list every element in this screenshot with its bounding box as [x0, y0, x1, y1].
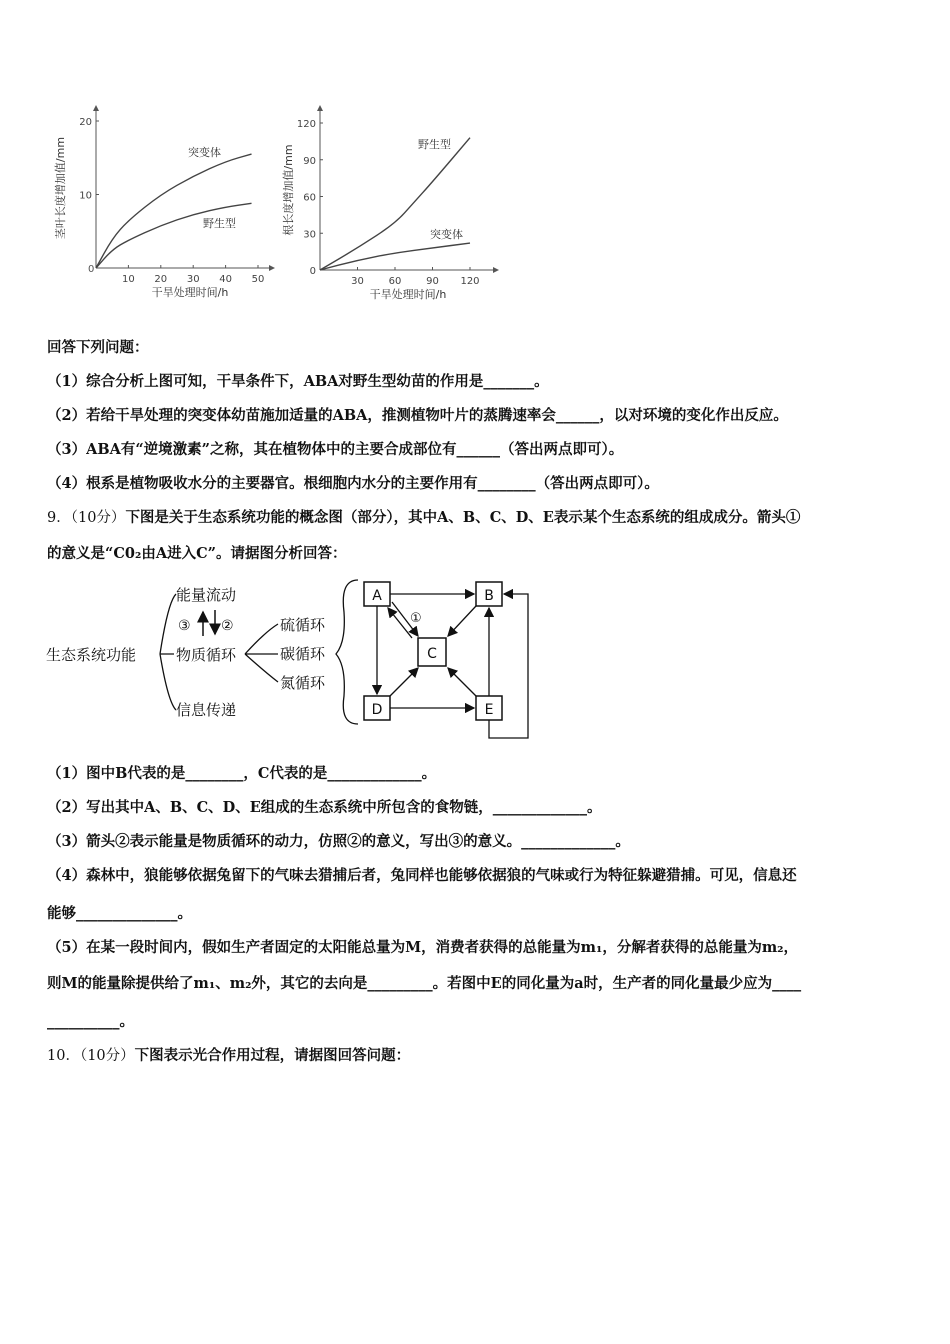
root-label: 生态系统功能 — [46, 646, 137, 664]
question-9-stem-a: 下图是关于生态系统功能的概念图（部分），其中A、B、C、D、E表示某个生态系统的组成成分。箭头① — [125, 509, 801, 526]
question-8-4: （4）根系是植物吸收水分的主要器官。根细胞内水分的主要作用有________（答出两点即可）。 — [47, 475, 659, 492]
branch-matter: 物质循环 — [176, 646, 237, 664]
question-9-stem-b: 的意义是“C0₂由A进入C”。请据图分析回答： — [47, 545, 347, 562]
arrow-b-c — [448, 606, 476, 636]
x-tick-label: 10 — [122, 274, 135, 285]
chart-stem-leaf — [40, 100, 280, 305]
arrow-3-label: ③ — [178, 618, 191, 634]
chart2-ylabel: 根长度增加值/mm — [282, 144, 295, 236]
question-10-text: 下图表示光合作用过程，请据图回答问题： — [134, 1047, 411, 1064]
y-tick-label: 30 — [303, 229, 316, 241]
arrow-d-c — [390, 668, 418, 696]
cycle-brace — [245, 624, 278, 682]
x-tick-label: 30 — [351, 276, 364, 287]
y-tick-label: 120 — [296, 119, 316, 130]
legend-mutant: 突变体 — [188, 146, 221, 159]
question-9-2: （2）写出其中A、B、C、D、E组成的生态系统中所包含的食物链，_____________。 — [47, 799, 602, 816]
cycle-n: 氮循环 — [280, 674, 326, 692]
arrow-1-label: ① — [410, 611, 422, 626]
concept-map — [40, 572, 540, 748]
question-9-4a: （4）森林中，狼能够依据兔留下的气味去猎捕后者，兔同样也能够依据狼的气味或行为特征躲避猎捕。可见，信息还 — [47, 867, 797, 884]
question-8-1: （1）综合分析上图可知，干旱条件下，ABA对野生型幼苗的作用是_______。 — [47, 373, 549, 390]
question-9-5c: __________。 — [47, 1013, 134, 1030]
tree-brace — [160, 594, 176, 710]
series-line-wildtype — [320, 138, 470, 270]
node-b: B — [484, 588, 494, 604]
node-c: C — [427, 646, 437, 662]
legend-wildtype: 野生型 — [418, 138, 451, 151]
chart-root — [278, 100, 503, 305]
y-tick-label: 90 — [303, 155, 316, 167]
cycle-s: 硫循环 — [280, 616, 326, 634]
branch-energy: 能量流动 — [176, 586, 237, 604]
x-tick-label: 40 — [219, 274, 232, 285]
y-tick-label: 60 — [303, 192, 316, 204]
legend-mutant: 突变体 — [430, 228, 463, 241]
series-line-wildtype — [96, 203, 252, 268]
chart2-xlabel: 干旱处理时间/h — [369, 288, 447, 301]
x-tick-label: 60 — [388, 276, 402, 287]
question-8-2: （2）若给干旱处理的突变体幼苗施加适量的ABA，推测植物叶片的蒸腾速率会______，以对环境的变化作出反应。 — [47, 407, 788, 424]
chart1-ylabel: 茎叶长度增加值/mm — [54, 136, 67, 240]
question-9-4b: 能够______________。 — [47, 905, 192, 922]
arrow-2-label: ② — [221, 618, 234, 634]
y-tick-label: 10 — [79, 190, 92, 202]
question-9-5b: 则M的能量除提供给了m₁、m₂外，其它的去向是_________。若图中E的同化量为a时，生产者的同化量最少应为____ — [47, 975, 802, 992]
series-line-mutant — [96, 154, 252, 268]
question-9-3: （3）箭头②表示能量是物质循环的动力，仿照②的意义，写出③的意义。_____________。 — [47, 833, 630, 850]
node-e: E — [484, 702, 494, 718]
question-9-stem — [47, 506, 800, 527]
y-tick-label: 20 — [79, 117, 92, 128]
question-9-number: 9．（10分） — [47, 510, 126, 526]
x-tick-label: 20 — [154, 274, 168, 285]
chart1-origin: 0 — [88, 264, 95, 275]
arrow-e-c — [448, 668, 476, 696]
x-tick-label: 50 — [251, 274, 265, 285]
y-tick-label: 0 — [309, 266, 316, 277]
question-8-3: （3）ABA有“逆境激素”之称，其在植物体中的主要合成部位有______（答出两点即可）。 — [47, 441, 624, 458]
question-10-number: 10．（10分） — [47, 1048, 135, 1064]
legend-wildtype: 野生型 — [203, 217, 236, 230]
node-d: D — [371, 702, 383, 718]
x-tick-label: 30 — [186, 274, 200, 285]
chart1-xlabel: 干旱处理时间/h — [151, 286, 229, 299]
question-9-1: （1）图中B代表的是________，C代表的是_____________。 — [47, 765, 437, 782]
question-10-stem — [47, 1044, 410, 1065]
big-brace — [336, 580, 358, 724]
question-intro: 回答下列问题： — [47, 339, 149, 356]
x-tick-label: 120 — [460, 276, 480, 287]
cycle-c: 碳循环 — [280, 645, 326, 663]
branch-info: 信息传递 — [176, 701, 237, 719]
question-9-5a: （5）在某一段时间内，假如生产者固定的太阳能总量为M，消费者获得的总能量为m₁，分解者获得的总能量为m₂， — [47, 939, 799, 956]
x-tick-label: 90 — [426, 276, 439, 287]
node-a: A — [372, 588, 382, 604]
